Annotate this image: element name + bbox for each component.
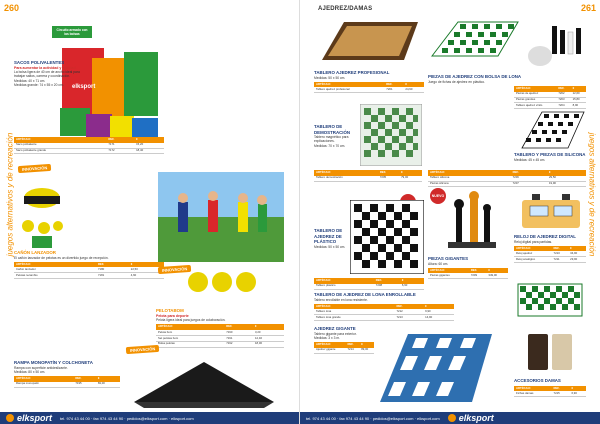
ajedrez-prof-title: TABLERO AJEDREZ PROFESIONAL bbox=[314, 70, 390, 75]
tablero-silicona-price-table bbox=[428, 170, 586, 187]
table-row: Set pelotas bom 7191 12,40 bbox=[156, 335, 284, 341]
colchoneta-price-table bbox=[14, 376, 120, 388]
tablero-plastico-spec: Medidas: 50 x 50 cm. bbox=[314, 244, 346, 249]
demo-board-image bbox=[360, 104, 422, 166]
tablero-silicona-table-block bbox=[428, 168, 586, 187]
table-row: Piezas silicona 7207 19,90 bbox=[428, 181, 586, 187]
ajedrez-prof-price-table bbox=[314, 82, 424, 94]
brand-logo: elksport bbox=[458, 413, 494, 423]
brand-logo: elksport bbox=[17, 413, 53, 423]
footer bbox=[300, 412, 600, 424]
canon-price-table bbox=[14, 262, 164, 279]
pelotabom-desc: Pelota ligera ideal para juegos de colaboración. bbox=[156, 318, 226, 323]
ajedrez-gigante-price-table bbox=[314, 342, 374, 354]
sacos-title: SACOS POLIVALENTES bbox=[14, 60, 65, 65]
tablero-lona-title: TABLERO DE AJEDREZ DE LONA ENROLLABLE bbox=[314, 292, 416, 297]
table-row: Saco polivalente grande 7172 18,40 bbox=[14, 148, 164, 154]
table-header: REF. bbox=[345, 342, 359, 348]
green-callout: Circuito armado con las bolsas bbox=[52, 26, 92, 38]
vinyl-board-image bbox=[428, 16, 586, 74]
table-header: ARTÍCULO bbox=[428, 268, 469, 274]
table-header: REF. bbox=[106, 137, 134, 143]
silicone-board-image bbox=[518, 108, 586, 152]
colchoneta-spec: Medidas: 80 x 50 cm. bbox=[14, 369, 46, 374]
table-row: Tablero silicona 7206 29,50 bbox=[428, 176, 586, 181]
colchoneta-desc: Rampa con superficie antideslizante. bbox=[14, 365, 68, 370]
ajedrez-gigante-block bbox=[314, 326, 374, 354]
side-label: juegos alternativos y de recreación bbox=[5, 132, 15, 257]
table-row: Piezas de ajedrez 7202 12,60 bbox=[514, 92, 586, 97]
tablero-demo-block bbox=[314, 124, 356, 148]
table-row: Reloj analógico 7211 29,90 bbox=[514, 257, 586, 263]
table-row: Cañón lanzador 7180 22,50 bbox=[14, 267, 164, 272]
nuevo-badge-2: NUEVO bbox=[430, 188, 446, 204]
footer-contact: tel. 974 43 44 00 · fax 974 43 44 90 · pedidos@elksport.com · elksport.com bbox=[306, 415, 440, 421]
colchoneta-image bbox=[124, 352, 284, 410]
ajedrez-prof-block bbox=[314, 70, 424, 93]
table-header: ARTÍCULO bbox=[314, 278, 374, 284]
tablero-lona-block bbox=[314, 292, 454, 321]
section-title: AJEDREZ/DAMAS bbox=[318, 6, 373, 12]
canon-title: CAÑÓN LANZADOR bbox=[14, 250, 56, 255]
table-header: € bbox=[403, 82, 424, 88]
table-header: € bbox=[253, 324, 284, 330]
colchoneta-title: RAMPA MONOPATÍN Y COLCHONETA bbox=[14, 360, 93, 365]
right-page bbox=[300, 0, 600, 424]
table-row: Ajedrez gigante 7214 89,00 bbox=[314, 348, 374, 353]
table-header: ARTÍCULO bbox=[156, 324, 224, 330]
piezas-gigantes-title: PIEZAS GIGANTES bbox=[428, 256, 469, 261]
table-header: REF. bbox=[374, 278, 400, 284]
tablero-demo-title: TABLERO DE DEMOSTRACIÓN bbox=[314, 124, 351, 135]
accesorios-block bbox=[514, 378, 586, 397]
tablero-plastico-title: TABLERO DE AJEDREZ DE PLÁSTICO bbox=[314, 228, 343, 245]
table-row: Tablero ajedrez vinilo 7204 8,90 bbox=[514, 103, 586, 109]
tablero-demo-desc: Tablero magnético para explicaciones. bbox=[314, 135, 349, 144]
table-header: € bbox=[486, 268, 508, 274]
table-header: REF. bbox=[384, 82, 403, 88]
table-header: REF. bbox=[511, 170, 547, 176]
tablero-plastico-table-block bbox=[314, 276, 424, 290]
pelotabom-price-table bbox=[156, 324, 284, 347]
table-row: Piezas gigantes 7209 349,00 bbox=[428, 273, 508, 278]
tablero-lona-price-table bbox=[314, 304, 454, 321]
table-row: Rampa monopatín 7195 69,00 bbox=[14, 382, 120, 387]
innovacion-badge: INNOVACIÓN bbox=[18, 164, 52, 173]
table-header: € bbox=[400, 278, 424, 284]
table-row: Pelotas recambio 7181 4,60 bbox=[14, 273, 164, 279]
table-header: REF. bbox=[552, 246, 569, 252]
balls-image bbox=[182, 262, 262, 308]
table-row: Tablero ajedrez profesional 7201 24,90 bbox=[314, 87, 424, 92]
piezas-table-block bbox=[514, 84, 586, 109]
table-header: ARTÍCULO bbox=[314, 82, 384, 88]
table-header: € bbox=[399, 170, 422, 176]
sacos-desc: La bolsa ligera de 40 cm de ancho ideal para trabajar saltos, carrera y coordinación. bbox=[14, 70, 80, 79]
wood-board-image bbox=[314, 16, 424, 68]
piezas-desc: Juego de fichas de ajedrez en plástico. bbox=[428, 79, 486, 84]
table-header: € bbox=[571, 86, 586, 92]
page-number: 260 bbox=[4, 3, 20, 13]
table-row: Tablero lona grande 7213 14,90 bbox=[314, 315, 454, 321]
piezas-gigantes-price-table bbox=[428, 268, 508, 280]
tablero-silicona-block bbox=[514, 152, 586, 162]
table-header: ARTÍCULO bbox=[428, 170, 511, 176]
page-number: 261 bbox=[580, 3, 596, 13]
accesorios-image bbox=[518, 328, 584, 378]
table-row: Tablero demostración 7205 79,00 bbox=[314, 176, 422, 181]
table-header: REF. bbox=[378, 170, 399, 176]
reloj-block bbox=[514, 234, 586, 263]
table-header: € bbox=[568, 246, 586, 252]
piezas-gigantes-block bbox=[428, 256, 508, 279]
table-header: ARTÍCULO bbox=[314, 342, 345, 348]
table-header: ARTÍCULO bbox=[514, 246, 552, 252]
table-row: Tablero plástico 7208 6,90 bbox=[314, 284, 424, 289]
tablero-plastico-price-table bbox=[314, 278, 424, 290]
tablero-lona-desc: Tablero enrollable en lona resistente. bbox=[314, 297, 368, 302]
canon-desc: El cañón lanzador de pelotas es un divertido juego de recepción. bbox=[14, 255, 109, 260]
tablero-plastico-block bbox=[314, 228, 350, 249]
accesorios-price-table bbox=[514, 386, 586, 398]
table-header: € bbox=[359, 342, 374, 348]
footer-contact: tel. 974 43 44 00 · fax 974 43 44 90 · pedidos@elksport.com · elksport.com bbox=[60, 415, 194, 421]
side-label: juegos alternativos y de recreación bbox=[587, 132, 597, 257]
ajedrez-gigante-desc: Tablero gigante para exterior. bbox=[314, 331, 357, 336]
innovacion-badge-3: INNOVACIÓN bbox=[126, 345, 160, 354]
ajedrez-prof-spec: Medidas: 50 x 50 cm. bbox=[314, 75, 346, 80]
table-row: Tablero lona 7212 9,90 bbox=[314, 309, 454, 314]
table-header: REF. bbox=[395, 304, 424, 310]
table-header: REF. bbox=[556, 86, 570, 92]
giant-chess-image bbox=[376, 326, 496, 410]
table-row: Bolsa pelotas 7192 18,00 bbox=[156, 341, 284, 347]
piezas-block bbox=[428, 74, 586, 84]
piezas-title: PIEZAS DE AJEDREZ CON BOLSA DE LONA bbox=[428, 74, 522, 79]
table-header: € bbox=[96, 376, 120, 382]
table-row: Saco polivalente 7171 15,20 bbox=[14, 143, 164, 148]
table-row: Pelota bom 7190 3,20 bbox=[156, 330, 284, 335]
table-header: REF. bbox=[552, 386, 570, 392]
chess-clock-image bbox=[518, 190, 584, 232]
table-row: Piezas grandes 7203 15,80 bbox=[514, 97, 586, 103]
plastic-board-image bbox=[350, 200, 424, 274]
brand-logo-icon bbox=[448, 414, 456, 422]
sacos-price-table bbox=[14, 137, 164, 154]
pelotabom-block bbox=[156, 308, 284, 348]
brand-logo-icon bbox=[6, 414, 14, 422]
table-header: € bbox=[134, 137, 164, 143]
innovacion-badge-2: INNOVACIÓN bbox=[158, 265, 192, 274]
table-header: REF. bbox=[73, 376, 95, 382]
sacos-spec1: Medidas: 40 x 71 cm. bbox=[14, 78, 46, 83]
table-header: ARTÍCULO bbox=[14, 137, 106, 143]
table-header: € bbox=[423, 304, 454, 310]
sacos-table-block bbox=[14, 135, 164, 154]
tablero-demo-table-block bbox=[314, 168, 422, 182]
lona-board-image bbox=[514, 280, 586, 320]
sacos-block bbox=[14, 60, 82, 87]
sacos-subtitle: Para aumentar la actividad y agilidad. bbox=[14, 65, 77, 70]
canon-image bbox=[14, 178, 70, 250]
giant-pieces-image bbox=[442, 190, 502, 254]
table-header: REF. bbox=[96, 262, 129, 268]
colchoneta-block bbox=[14, 360, 120, 388]
table-header: € bbox=[547, 170, 586, 176]
reloj-title: RELOJ DE AJEDREZ DIGITAL bbox=[514, 234, 576, 239]
pelotabom-subtitle: Pelota para deporte bbox=[156, 313, 189, 318]
table-header: REF. bbox=[224, 324, 253, 330]
table-header: ARTÍCULO bbox=[14, 262, 96, 268]
svg-text:elksport: elksport bbox=[72, 84, 96, 90]
sacos-spec2: Medidas grande: 74 x 55 x 20 cm. bbox=[14, 82, 64, 87]
pelotabom-title: PELOTABOM bbox=[156, 308, 184, 313]
table-header: ARTÍCULO bbox=[514, 386, 552, 392]
table-header: € bbox=[129, 262, 164, 268]
ajedrez-gigante-title: AJEDREZ GIGANTE bbox=[314, 326, 356, 331]
sacos-image bbox=[52, 38, 164, 148]
accesorios-title: ACCESORIOS DAMAS bbox=[514, 378, 561, 383]
tablero-demo-spec: Medidas: 70 x 70 cm. bbox=[314, 143, 346, 148]
piezas-price-table bbox=[514, 86, 586, 109]
kids-photo bbox=[158, 172, 284, 262]
table-row: Reloj ajedrez 7210 34,90 bbox=[514, 251, 586, 256]
table-header: ARTÍCULO bbox=[314, 304, 395, 310]
canon-block bbox=[14, 250, 164, 279]
tablero-silicona-title: TABLERO Y PIEZAS DE SILICONA bbox=[514, 152, 586, 157]
table-row: Fichas damas 7215 6,90 bbox=[514, 391, 586, 396]
table-header: ARTÍCULO bbox=[314, 170, 378, 176]
ajedrez-gigante-spec: Medidas: 3 x 3 m. bbox=[314, 335, 341, 340]
table-header: ARTÍCULO bbox=[14, 376, 73, 382]
table-header: € bbox=[569, 386, 586, 392]
tablero-silicona-spec: Medidas: 45 x 45 cm. bbox=[514, 157, 546, 162]
table-header: REF. bbox=[469, 268, 487, 274]
table-header: ARTÍCULO bbox=[514, 86, 556, 92]
reloj-price-table bbox=[514, 246, 586, 263]
footer bbox=[0, 412, 299, 424]
reloj-desc: Reloj digital para partidas. bbox=[514, 239, 553, 244]
piezas-gigantes-spec: Altura: 60 cm. bbox=[428, 261, 449, 266]
tablero-demo-price-table bbox=[314, 170, 422, 182]
